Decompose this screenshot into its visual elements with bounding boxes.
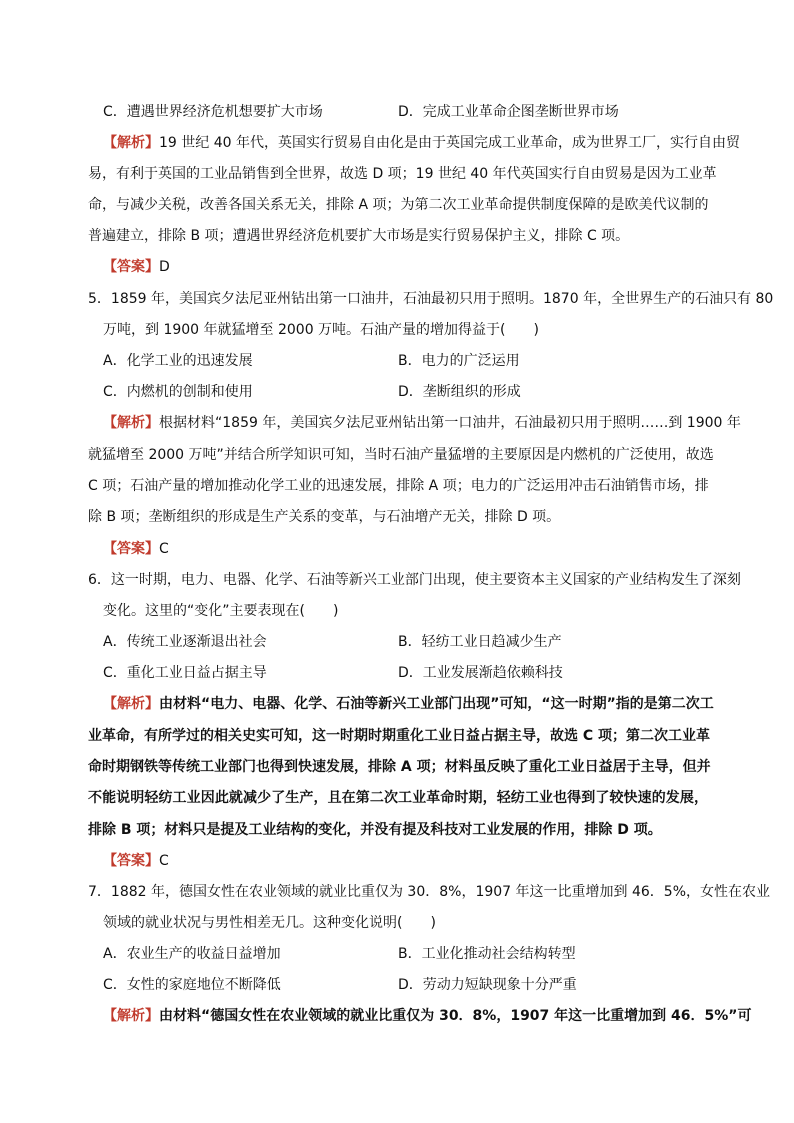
q5-analysis-line-3: C 项；石油产量的增加推动化学工业的迅速发展，排除 A 项；电力的广泛运用冲击石油销售市场，排 [88,478,709,494]
q7-option-d: D．劳动力短缺现象十分严重 [398,977,577,993]
answer-tag: 【答案】 [103,541,159,557]
q7-analysis-line-1: 【解析】由材料“德国女性在农业领域的就业比重仅为 30．8%，1907 年这一比重增加到 46．5%”可 [103,1008,752,1024]
q7-option-b: B．工业化推动社会结构转型 [398,946,576,962]
q5-option-d: D．垄断组织的形成 [398,384,521,400]
q6-stem-line-1: 6．这一时期，电力、电器、化学、石油等新兴工业部门出现，使主要资本主义国家的产业结构发生了深刻 [88,572,741,588]
q5-answer: 【答案】C [103,541,169,557]
analysis-tag: 【解析】 [103,1008,159,1024]
q5-option-a: A．化学工业的迅速发展 [103,353,253,369]
q5-stem-line-2: 万吨，到 1900 年就猛增至 2000 万吨。石油产量的增加得益于( ) [103,322,539,338]
q6-option-d: D．工业发展渐趋依赖科技 [398,665,563,681]
q4-answer: 【答案】D [103,259,170,275]
q5-option-c: C．内燃机的创制和使用 [103,384,253,400]
q6-stem-line-2: 变化。这里的“变化”主要表现在( ) [103,603,339,619]
q4-analysis-line-3: 命，与减少关税，改善各国关系无关，排除 A 项；为第二次工业革命提供制度保障的是欧美代议制的 [88,197,709,213]
q6-analysis-line-5: 排除 B 项；材料只是提及工业结构的变化，并没有提及科技对工业发展的作用，排除 D 项。 [88,822,662,838]
q4-analysis-line-1: 【解析】19 世纪 40 年代，英国实行贸易自由化是由于英国完成工业革命，成为世界工厂，实行自由贸 [103,135,740,151]
q6-analysis-line-2: 业革命，有所学过的相关史实可知，这一时期时期重化工业日益占据主导，故选 C 项；第二次工业革 [88,728,711,744]
q6-answer: 【答案】C [103,853,169,869]
q7-stem-line-1: 7．1882 年，德国女性在农业领域的就业比重仅为 30．8%，1907 年这一比重增加到 46．5%，女性在农业 [88,884,771,900]
analysis-tag: 【解析】 [103,696,159,712]
q4-analysis-line-4: 普遍建立，排除 B 项；遭遇世界经济危机要扩大市场是实行贸易保护主义，排除 C 项。 [88,228,630,244]
q4-option-c: C．遭遇世界经济危机想要扩大市场 [103,104,323,120]
analysis-tag: 【解析】 [103,135,159,151]
q7-option-a: A．农业生产的收益日益增加 [103,946,281,962]
q5-analysis-line-1: 【解析】根据材料“1859 年，美国宾夕法尼亚州钻出第一口油井，石油最初只用于照明……到 1900 年 [103,415,741,431]
q7-option-c: C．女性的家庭地位不断降低 [103,977,281,993]
q6-option-b: B．轻纺工业日趋减少生产 [398,634,562,650]
q6-analysis-line-4: 不能说明轻纺工业因此就减少了生产，且在第二次工业革命时期，轻纺工业也得到了较快速的发展， [88,790,708,806]
q5-option-b: B．电力的广泛运用 [398,353,520,369]
q4-analysis-line-2: 易，有利于英国的工业品销售到全世界，故选 D 项；19 世纪 40 年代英国实行自由贸易是因为工业革 [88,166,717,182]
q5-analysis-line-4: 除 B 项；垄断组织的形成是生产关系的变革，与石油增产无关，排除 D 项。 [88,509,561,525]
q6-option-c: C．重化工业日益占据主导 [103,665,267,681]
q6-analysis-line-1: 【解析】由材料“电力、电器、化学、石油等新兴工业部门出现”可知，“这一时期”指的是第二次工 [103,696,714,712]
q4-option-d: D．完成工业革命企图垄断世界市场 [398,104,619,120]
q5-analysis-line-2: 就猛增至 2000 万吨”并结合所学知识可知，当时石油产量猛增的主要原因是内燃机的广泛使用，故选 [88,447,714,463]
q5-stem-line-1: 5．1859 年，美国宾夕法尼亚州钻出第一口油井，石油最初只用于照明。1870 年，全世界生产的石油只有 80 [88,291,774,307]
q7-stem-line-2: 领域的就业状况与男性相差无几。这种变化说明( ) [103,915,436,931]
q6-option-a: A．传统工业逐渐退出社会 [103,634,267,650]
answer-tag: 【答案】 [103,853,159,869]
analysis-tag: 【解析】 [103,415,159,431]
q6-analysis-line-3: 命时期钢铁等传统工业部门也得到快速发展，排除 A 项；材料虽反映了重化工业日益居于主导，但并 [88,759,711,775]
answer-tag: 【答案】 [103,259,159,275]
